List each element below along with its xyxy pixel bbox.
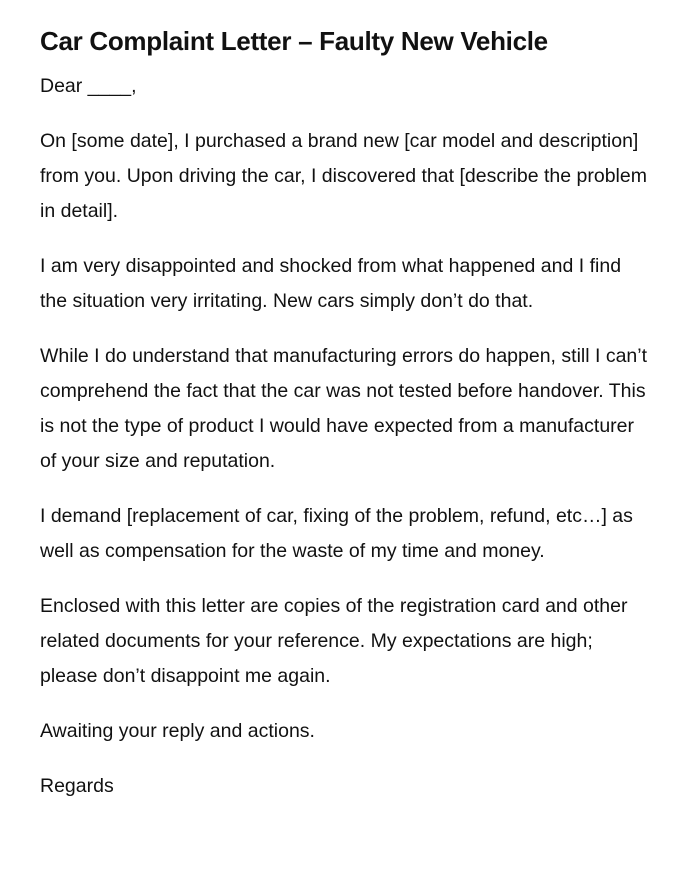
letter-paragraph-disappointment: I am very disappointed and shocked from what happened and I find the situation very irritating. New cars simply don’t do that.: [40, 255, 622, 312]
letter-paragraph-manufacturing: While I do understand that manufacturing errors do happen, still I can’t comprehend the fact that the car was not tested before handover. This is not the type of product I would have expected from a manufacturer of your size and reputation.: [40, 345, 648, 472]
letter-title: Car Complaint Letter – Faulty New Vehicle: [40, 26, 548, 56]
letter-salutation: Dear ____,: [40, 75, 137, 97]
letter-document: [40, 24, 650, 804]
letter-paragraph-awaiting: Awaiting your reply and actions.: [40, 720, 315, 742]
letter-paragraph-purchase: On [some date], I purchased a brand new [car model and description] from you. Upon driving the car, I discovered that [describe the problem in detail].: [40, 130, 647, 222]
letter-paragraph-demand: I demand [replacement of car, fixing of the problem, refund, etc…] as well as compensation for the waste of my time and money.: [40, 505, 633, 562]
letter-closing: Regards: [40, 775, 114, 797]
letter-paragraph-enclosures: Enclosed with this letter are copies of the registration card and other related documents for your reference. My expectations are high; please don’t disappoint me again.: [40, 595, 628, 687]
